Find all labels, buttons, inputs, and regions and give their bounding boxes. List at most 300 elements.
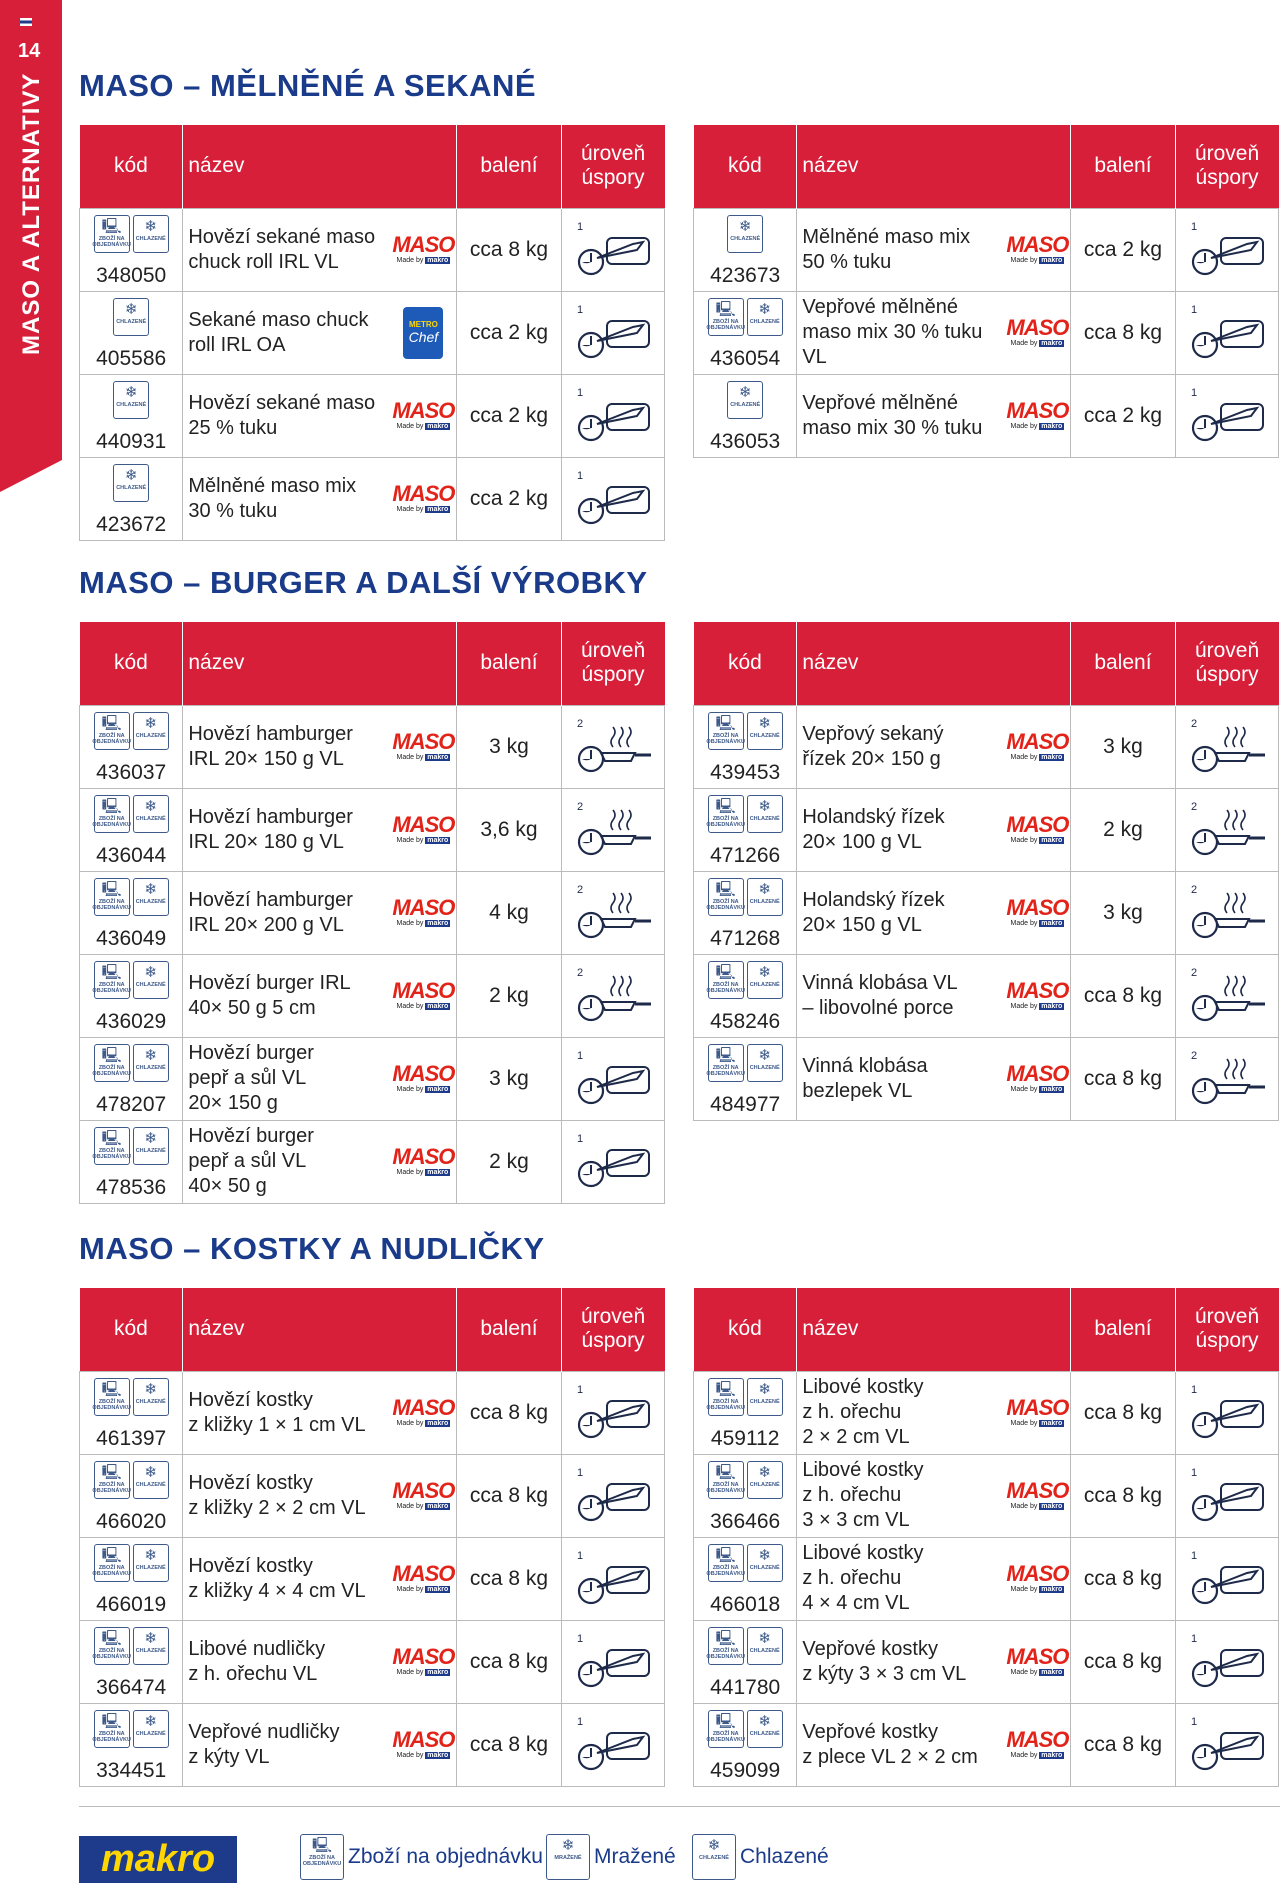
saving-level-cell [1175,208,1278,291]
order-icon: 🖳 ZBOŽÍ NA OBJEDNÁVKU [708,1627,744,1665]
product-name-line: Vinná klobása [802,1054,928,1077]
maso-brand-logo: MASO Made by makro [1006,978,1069,1010]
product-code: 348050 [96,264,167,287]
chilled-icon: ❄ CHLAZENÉ [747,298,783,336]
knife-board-icon [573,469,653,529]
code-cell [80,1703,183,1786]
name-cell [797,788,1005,871]
code-cell [80,1537,183,1620]
saving-level-cell [561,208,664,291]
product-name-line: z h. ořechu [802,1401,902,1423]
product-code: 471268 [710,927,781,950]
saving-level: 1 [576,1632,583,1645]
saving-level-cell [561,1120,664,1203]
product-table-right [693,1288,1279,1787]
saving-level-cell [561,871,664,954]
product-name-line: chuck roll IRL VL [188,250,339,273]
brand-cell [1005,1620,1071,1703]
name-cell [183,1703,391,1786]
saving-level-cell [1175,1037,1278,1120]
product-name-line: Hovězí kostky [188,1554,313,1577]
header-uroven: úroveň úspory [1175,622,1278,705]
knife-board-icon [573,1049,653,1109]
saving-level-cell [1175,871,1278,954]
package-size: cca 8 kg [457,1454,561,1537]
code-cell [694,1620,797,1703]
code-cell [80,457,183,540]
saving-level: 1 [1190,1715,1197,1728]
legend-chilled-label: Chlazené [740,1845,829,1868]
package-size: cca 2 kg [1071,208,1175,291]
product-name-line: 20× 100 g VL [802,830,922,853]
saving-level: 1 [576,1383,583,1396]
makro-logo: makro [79,1836,237,1883]
product-name-line: Vepřový sekaný [802,722,944,745]
product-name-line: Hovězí burger [188,1042,314,1064]
product-name-line: Hovězí sekané maso [188,225,376,248]
header-baleni: balení [457,622,561,705]
brand-cell [1005,1371,1071,1454]
product-code: 436037 [96,761,167,784]
product-name-line: bezlepek VL [802,1079,913,1102]
code-cell [80,1454,183,1537]
saving-level: 2 [576,800,583,813]
pan-icon [573,800,653,860]
chilled-icon: ❄ CHLAZENÉ [133,712,169,750]
table-row [80,1454,665,1537]
chilled-icon: ❄ CHLAZENÉ [727,381,763,419]
name-cell [183,1037,391,1120]
brand-cell [1005,374,1071,457]
name-cell [797,208,1005,291]
saving-level: 1 [576,1466,583,1479]
metro-chef-logo: METRO Chef [403,307,443,359]
chilled-icon: ❄ CHLAZENÉ [133,215,169,253]
product-name-line: Hovězí hamburger [188,722,353,745]
saving-level: 2 [1190,883,1197,896]
table-row [80,374,665,457]
table-row [80,457,665,540]
brand-cell [391,1703,457,1786]
pan-icon [1187,966,1267,1026]
chilled-icon: ❄ CHLAZENÉ [113,381,149,419]
maso-brand-logo: MASO Made by makro [392,1561,455,1593]
code-cell [694,871,797,954]
saving-level-cell [561,1537,664,1620]
table-row [694,1371,1279,1454]
name-cell [797,1371,1005,1454]
order-icon: 🖳 ZBOŽÍ NA OBJEDNÁVKU [708,1461,744,1499]
header-nazev: název [183,622,457,705]
chilled-icon: ❄ CHLAZENÉ [747,1378,783,1416]
knife-board-icon [573,1132,653,1192]
table-row [80,954,665,1037]
knife-board-icon [573,1383,653,1443]
table-row [80,1120,665,1203]
brand-cell [1005,208,1071,291]
package-size: cca 8 kg [1071,1037,1175,1120]
table-header [694,125,1279,208]
maso-brand-logo: MASO Made by makro [392,729,455,761]
table-row [694,705,1279,788]
code-cell [80,1037,183,1120]
product-code: 459112 [710,1427,780,1450]
product-name-line: Hovězí kostky [188,1471,313,1494]
saving-level-cell [1175,1620,1278,1703]
maso-brand-logo: MASO Made by makro [1006,1061,1069,1093]
product-code: 466019 [96,1593,167,1616]
table-row [694,1620,1279,1703]
pan-icon [1187,717,1267,777]
header-baleni: balení [457,125,561,208]
order-icon: 🖳 ZBOŽÍ NA OBJEDNÁVKU [708,1044,744,1082]
name-cell [183,457,391,540]
brand-cell [391,954,457,1037]
table-row [694,374,1279,457]
chilled-icon: ❄ CHLAZENÉ [727,215,763,253]
product-name-line: Libové kostky [802,1542,924,1564]
name-cell [797,1703,1005,1786]
product-name-line: Hovězí burger IRL [188,971,351,994]
product-name-line: z h. ořechu VL [188,1662,318,1685]
product-code: 436049 [96,927,167,950]
side-label: MASO A ALTERNATIVY [18,72,45,355]
header-kod: kód [694,622,797,705]
maso-brand-logo: MASO Made by makro [1006,729,1069,761]
product-name-line: 20× 150 g VL [802,913,922,936]
chilled-icon: ❄ CHLAZENÉ [133,1461,169,1499]
saving-level: 2 [576,966,583,979]
package-size: cca 8 kg [457,1620,561,1703]
product-code: 466018 [710,1593,781,1616]
header-uroven: úroveň úspory [561,622,664,705]
order-icon: 🖳 ZBOŽÍ NA OBJEDNÁVKU [94,1544,130,1582]
knife-board-icon [1187,1383,1267,1443]
order-icon: 🖳 ZBOŽÍ NA OBJEDNÁVKU [708,298,744,336]
code-cell [80,705,183,788]
name-cell [797,871,1005,954]
pan-icon [1187,883,1267,943]
name-cell [183,291,391,374]
name-cell [183,1620,391,1703]
maso-brand-logo: MASO Made by makro [1006,398,1069,430]
product-table-right [693,622,1279,1121]
saving-level: 1 [1190,220,1197,233]
code-cell [80,291,183,374]
saving-level: 1 [1190,1383,1197,1396]
product-code: 423672 [96,513,167,536]
saving-level: 1 [1190,386,1197,399]
product-name-line: 4 × 4 cm VL [802,1592,910,1614]
maso-brand-logo: MASO Made by makro [1006,232,1069,264]
legend-order-label: Zboží na objednávku [348,1845,543,1868]
chilled-icon: ❄ CHLAZENÉ [747,712,783,750]
maso-brand-logo: MASO Made by makro [392,1644,455,1676]
name-cell [797,1454,1005,1537]
product-name-line: Hovězí hamburger [188,888,353,911]
chilled-icon: ❄ CHLAZENÉ [747,1544,783,1582]
code-cell [694,1371,797,1454]
product-name-line: 20× 150 g [188,1092,278,1114]
maso-brand-logo: MASO Made by makro [1006,315,1069,347]
table-header [694,622,1279,705]
product-code: 459099 [710,1759,781,1782]
saving-level-cell [561,1037,664,1120]
saving-level-cell [561,705,664,788]
table-row [694,871,1279,954]
name-cell [183,705,391,788]
maso-brand-logo: MASO Made by makro [392,481,455,513]
brand-cell [391,208,457,291]
saving-level-cell [561,1371,664,1454]
saving-level: 1 [576,469,583,482]
maso-brand-logo: MASO Made by makro [1006,1478,1069,1510]
header-uroven: úroveň úspory [1175,1288,1278,1371]
product-code: 436054 [710,347,781,370]
code-cell [80,788,183,871]
table-row [694,1703,1279,1786]
package-size: cca 8 kg [1071,954,1175,1037]
brand-cell [391,871,457,954]
code-cell [694,374,797,457]
legend-chilled [692,1834,829,1880]
chilled-icon: ❄ CHLAZENÉ [747,1044,783,1082]
product-name-line: Sekané maso chuck [188,308,369,331]
product-code: 334451 [96,1759,167,1782]
saving-level-cell [561,954,664,1037]
product-name-line: Holandský řízek [802,888,945,911]
table-row [694,1454,1279,1537]
header-kod: kód [80,125,183,208]
saving-level-cell [1175,374,1278,457]
saving-level: 2 [576,717,583,730]
package-size: cca 8 kg [457,1371,561,1454]
pan-icon [573,883,653,943]
saving-level-cell [1175,291,1278,374]
knife-board-icon [573,220,653,280]
product-code: 366474 [96,1676,167,1699]
table-header [80,1288,665,1371]
package-size: 3 kg [457,705,561,788]
code-cell [80,954,183,1037]
knife-board-icon [1187,1715,1267,1775]
product-name-line: z h. ořechu [802,1567,902,1589]
product-name-line: VL [802,346,827,368]
code-cell [694,1037,797,1120]
frozen-icon: ❄ MRAŽENÉ [546,1834,590,1880]
code-cell [694,788,797,871]
saving-level: 1 [576,386,583,399]
section-title: MASO – KOSTKY A NUDLIČKY [79,1231,545,1266]
table-row [80,705,665,788]
table-row [80,1037,665,1120]
product-name-line: Vinná klobása VL [802,971,958,994]
saving-level: 1 [576,1549,583,1562]
pan-icon [1187,800,1267,860]
code-cell [694,1703,797,1786]
chilled-icon: ❄ CHLAZENÉ [133,1044,169,1082]
order-icon: 🖳 ZBOŽÍ NA OBJEDNÁVKU [94,1127,130,1165]
header-nazev: název [183,1288,457,1371]
brand-cell [391,374,457,457]
legend-order [300,1834,543,1880]
product-table-left [79,125,665,541]
brand-cell [391,1537,457,1620]
product-name-line: Vepřové kostky [802,1637,938,1660]
order-icon: 🖳 ZBOŽÍ NA OBJEDNÁVKU [94,1710,130,1748]
saving-level-cell [561,788,664,871]
header-nazev: název [183,125,457,208]
saving-level: 1 [576,1715,583,1728]
knife-board-icon [573,386,653,446]
product-name-line: z kližky 1 × 1 cm VL [188,1413,366,1436]
product-name-line: Mělněné maso mix [188,474,357,497]
brand-cell [391,1620,457,1703]
header-baleni: balení [1071,1288,1175,1371]
saving-level-cell [561,291,664,374]
product-name-line: z kližky 4 × 4 cm VL [188,1579,366,1602]
product-name-line: pepř a sůl VL [188,1067,307,1089]
chilled-icon: ❄ CHLAZENÉ [747,1461,783,1499]
table-row [80,208,665,291]
name-cell [797,374,1005,457]
saving-level-cell [561,1703,664,1786]
chilled-icon: ❄ CHLAZENÉ [133,1627,169,1665]
table-row [694,954,1279,1037]
product-table-left [79,1288,665,1787]
chilled-icon: ❄ CHLAZENÉ [133,878,169,916]
name-cell [183,871,391,954]
code-cell [694,954,797,1037]
brand-cell [391,1454,457,1537]
table-row [80,1537,665,1620]
product-table-left [79,622,665,1204]
header-baleni: balení [1071,125,1175,208]
package-size: cca 8 kg [1071,291,1175,374]
saving-level: 1 [576,1049,583,1062]
product-name-line: Libové kostky [802,1459,924,1481]
maso-brand-logo: MASO Made by makro [392,978,455,1010]
order-icon: 🖳 ZBOŽÍ NA OBJEDNÁVKU [708,1544,744,1582]
product-code: 436044 [96,844,167,867]
brand-cell [391,291,457,374]
package-size: cca 8 kg [1071,1537,1175,1620]
knife-board-icon [1187,1632,1267,1692]
product-name-line: Holandský řízek [802,805,945,828]
product-code: 423673 [710,264,781,287]
product-name-line: Libové kostky [802,1376,924,1398]
section-title: MASO – MĚLNĚNÉ A SEKANÉ [79,68,537,103]
code-cell [694,1537,797,1620]
chilled-icon: ❄ CHLAZENÉ [133,795,169,833]
header-kod: kód [80,1288,183,1371]
code-cell [80,871,183,954]
chilled-icon: ❄ CHLAZENÉ [113,464,149,502]
package-size: cca 8 kg [1071,1703,1175,1786]
table-header [694,1288,1279,1371]
product-name-line: řízek 20× 150 g [802,747,941,770]
brand-cell [1005,705,1071,788]
saving-level: 2 [1190,1049,1197,1062]
name-cell [183,1454,391,1537]
table-row [694,208,1279,291]
chilled-icon: ❄ CHLAZENÉ [747,961,783,999]
knife-board-icon [1187,303,1267,363]
saving-level-cell [561,1454,664,1537]
order-icon: 🖳 ZBOŽÍ NA OBJEDNÁVKU [94,1461,130,1499]
brand-cell [1005,1703,1071,1786]
package-size: 3 kg [1071,871,1175,954]
product-name-line: Hovězí hamburger [188,805,353,828]
package-size: cca 2 kg [457,374,561,457]
product-code: 466020 [96,1510,167,1533]
product-name-line: 50 % tuku [802,250,892,273]
maso-brand-logo: MASO Made by makro [392,1478,455,1510]
product-code: 405586 [96,347,167,370]
brand-cell [391,1371,457,1454]
product-code: 440931 [96,430,167,453]
chilled-icon: ❄ CHLAZENÉ [692,1834,736,1880]
product-code: 439453 [710,761,781,784]
chilled-icon: ❄ CHLAZENÉ [747,1627,783,1665]
table-row [80,871,665,954]
table-row [694,291,1279,374]
knife-board-icon [573,1466,653,1526]
product-code: 458246 [710,1010,781,1033]
table-header [80,622,665,705]
maso-brand-logo: MASO Made by makro [1006,1561,1069,1593]
order-icon: 🖳 ZBOŽÍ NA OBJEDNÁVKU [300,1834,344,1880]
header-nazev: název [797,125,1071,208]
maso-brand-logo: MASO Made by makro [392,1727,455,1759]
name-cell [183,374,391,457]
maso-brand-logo: MASO Made by makro [1006,895,1069,927]
saving-level: 2 [1190,800,1197,813]
brand-cell [391,705,457,788]
maso-brand-logo: MASO Made by makro [392,1395,455,1427]
knife-board-icon [573,1632,653,1692]
chilled-icon: ❄ CHLAZENÉ [133,1710,169,1748]
package-size: 3 kg [1071,705,1175,788]
product-name-line: 40× 50 g 5 cm [188,996,316,1019]
header-baleni: balení [1071,622,1175,705]
brand-cell [391,1037,457,1120]
saving-level: 1 [1190,1466,1197,1479]
table-header [80,125,665,208]
maso-brand-logo: MASO Made by makro [392,895,455,927]
order-icon: 🖳 ZBOŽÍ NA OBJEDNÁVKU [94,878,130,916]
saving-level: 1 [1190,1632,1197,1645]
product-table-right [693,125,1279,458]
header-uroven: úroveň úspory [1175,125,1278,208]
page-number: 14 [18,40,41,62]
package-size: 2 kg [457,954,561,1037]
product-name-line: Libové nudličky [188,1637,326,1660]
chilled-icon: ❄ CHLAZENÉ [747,1710,783,1748]
table-row [694,1037,1279,1120]
order-icon: 🖳 ZBOŽÍ NA OBJEDNÁVKU [94,1044,130,1082]
product-name-line: z kližky 2 × 2 cm VL [188,1496,366,1519]
section-title: MASO – BURGER A DALŠÍ VÝROBKY [79,565,648,600]
order-icon: 🖳 ZBOŽÍ NA OBJEDNÁVKU [94,215,130,253]
package-size: 2 kg [457,1120,561,1203]
saving-level-cell [561,374,664,457]
knife-board-icon [573,303,653,363]
saving-level: 1 [576,220,583,233]
code-cell [80,208,183,291]
maso-brand-logo: MASO Made by makro [392,1144,455,1176]
maso-brand-logo: MASO Made by makro [1006,1395,1069,1427]
